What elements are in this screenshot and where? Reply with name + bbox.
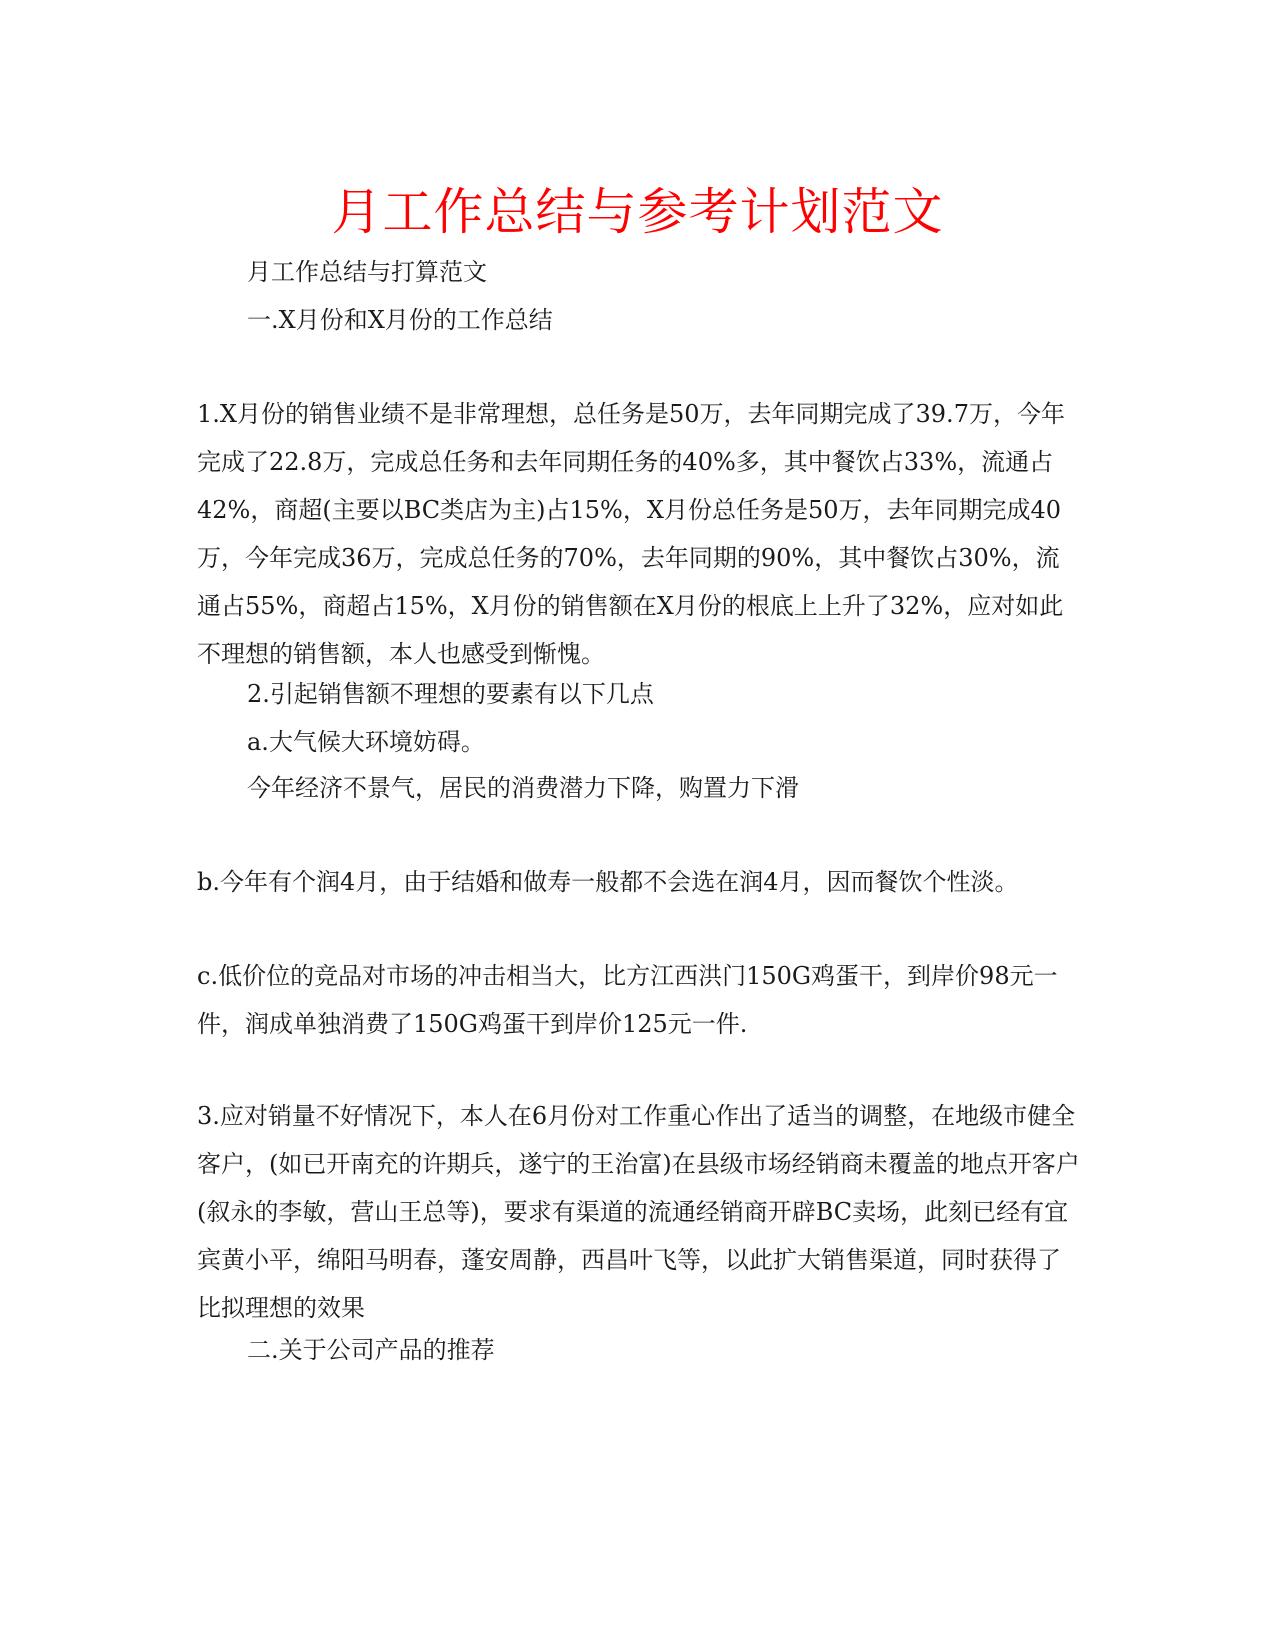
document-title: 月工作总结与参考计划范文 — [331, 183, 944, 241]
paragraph-item-2: 2.引起销售额不理想的要素有以下几点 — [247, 680, 654, 708]
section-heading-2: 二.关于公司产品的推荐 — [247, 1336, 495, 1364]
paragraph-item-1: 1.X月份的销售业绩不是非常理想，总任务是50万，去年同期完成了39.7万，今年完成了22.8万，完成总任务和去年同期任务的40%多，其中餐饮占33%，流通占42%，商超(主要以BC类店为主)占15%，X月份总任务是50万，去年同期完成40万，今年完成36万，完成总任务的70%，去年同期的90%，其中餐饮占30%，流通占55%，商超占15%，X月份的销售额在X月份的根底上上升了32%，应对如此不理想的销售额，本人也感受到惭愧。 — [197, 400, 1065, 668]
paragraph-item-c: c.低价位的竞品对市场的冲击相当大，比方江西洪门150G鸡蛋干，到岸价98元一件，润成单独消费了150G鸡蛋干到岸价125元一件. — [197, 962, 1058, 1038]
paragraph-item-b: b.今年有个润4月，由于结婚和做寿一般都不会选在润4月，因而餐饮个性淡。 — [197, 868, 1019, 896]
paragraph-item-3: 3.应对销量不好情况下，本人在6月份对工作重心作出了适当的调整，在地级市健全客户，(如已开南充的许期兵，遂宁的王治富)在县级市场经销商未覆盖的地点开客户(叙永的李敏，营山王总等)，要求有渠道的流通经销商开辟BC卖场，此刻已经有宜宾黄小平，绵阳马明春，蓬安周静，西昌叶飞等，以此扩大销售渠道，同时获得了比拟理想的效果 — [197, 1102, 1080, 1322]
section-heading-1: 一.X月份和X月份的工作总结 — [247, 306, 553, 334]
subtitle-paragraph: 月工作总结与打算范文 — [247, 258, 487, 286]
paragraph-item-a: a.大气候大环境妨碍。 — [247, 728, 485, 756]
paragraph-economy: 今年经济不景气，居民的消费潜力下降，购置力下滑 — [247, 774, 799, 802]
